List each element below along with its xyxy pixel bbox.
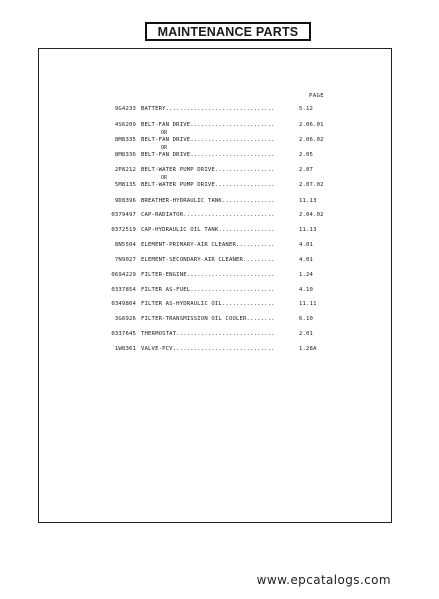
part-number: 1W8361 xyxy=(114,346,136,352)
page-column-header: PAGE xyxy=(309,93,325,99)
part-number: 2P8212 xyxy=(114,167,136,173)
part-description: BELT-FAN DRIVE........................ xyxy=(141,152,275,158)
page-reference: 2.05 xyxy=(299,152,314,158)
parts-row xyxy=(0,300,439,308)
part-description: BATTERY............................... xyxy=(141,106,275,112)
page-reference: 4.01 xyxy=(299,242,314,248)
part-description: ELEMENT-PRIMARY-AIR CLEANER........... xyxy=(141,242,275,248)
or-label: OR xyxy=(161,175,168,181)
page-reference: 2.06.02 xyxy=(299,137,324,143)
page-reference: 2.07 xyxy=(299,167,314,173)
parts-row xyxy=(0,256,439,264)
part-number: 3G6926 xyxy=(114,316,136,322)
page-reference: 4.10 xyxy=(299,287,314,293)
part-number: 0694229 xyxy=(111,272,136,278)
page-reference: 11.11 xyxy=(299,301,317,307)
part-description: BELT-FAN DRIVE........................ xyxy=(141,137,275,143)
page-reference: 5.12 xyxy=(299,106,314,112)
page-reference: 1.24 xyxy=(299,272,314,278)
parts-row xyxy=(0,345,439,353)
page-reference: 2.06.01 xyxy=(299,122,324,128)
parts-row xyxy=(0,226,439,234)
part-description: BELT-WATER PUMP DRIVE................. xyxy=(141,182,275,188)
part-description: BELT-WATER PUMP DRIVE................. xyxy=(141,167,275,173)
parts-row xyxy=(0,166,439,174)
part-number: 0379497 xyxy=(111,212,136,218)
page-reference: 4.01 xyxy=(299,257,314,263)
part-description: FILTER-TRANSMISSION OIL COOLER........ xyxy=(141,316,275,322)
page-title: MAINTENANCE PARTS xyxy=(145,22,311,41)
parts-row xyxy=(0,286,439,294)
part-number: 4S6209 xyxy=(114,122,136,128)
part-description: BELT-FAN DRIVE........................ xyxy=(141,122,275,128)
part-number: 0349804 xyxy=(111,301,136,307)
part-number: 7N9027 xyxy=(114,257,136,263)
source-watermark: www.epcatalogs.com xyxy=(256,573,391,587)
or-label: OR xyxy=(161,145,168,151)
part-number: 5M8135 xyxy=(114,182,136,188)
part-description: FILTER AS-HYDRAULIC OIL............... xyxy=(141,301,275,307)
part-description: BREATHER-HYDRAULIC TANK............... xyxy=(141,198,275,204)
parts-row xyxy=(0,330,439,338)
part-description: FILTER-ENGINE......................... xyxy=(141,272,275,278)
parts-row xyxy=(0,136,439,144)
part-number: 0337854 xyxy=(111,287,136,293)
parts-row xyxy=(0,211,439,219)
page-reference: 11.13 xyxy=(299,198,317,204)
part-description: CAP-RADIATOR.......................... xyxy=(141,212,275,218)
parts-row xyxy=(0,241,439,249)
page-reference: 6.10 xyxy=(299,316,314,322)
part-number: 9D8396 xyxy=(114,198,136,204)
part-description: THERMOSTAT............................ xyxy=(141,331,275,337)
part-number: 8M8335 xyxy=(114,137,136,143)
parts-row xyxy=(0,197,439,205)
part-description: FILTER AS-FUEL........................ xyxy=(141,287,275,293)
parts-row xyxy=(0,121,439,129)
part-number: 8M8336 xyxy=(114,152,136,158)
part-description: VALVE-PCV............................. xyxy=(141,346,275,352)
parts-row xyxy=(0,315,439,323)
or-label: OR xyxy=(161,130,168,136)
parts-row xyxy=(0,151,439,159)
part-number: 8N5504 xyxy=(114,242,136,248)
part-description: CAP-HYDRAULIC OIL TANK................ xyxy=(141,227,275,233)
parts-row xyxy=(0,105,439,113)
part-number: 0372519 xyxy=(111,227,136,233)
page-reference: 2.07.02 xyxy=(299,182,324,188)
part-description: ELEMENT-SECONDARY-AIR CLEANER......... xyxy=(141,257,275,263)
page-reference: 1.28A xyxy=(299,346,317,352)
parts-row xyxy=(0,271,439,279)
part-number: 9G4233 xyxy=(114,106,136,112)
parts-row xyxy=(0,181,439,189)
page-reference: 11.13 xyxy=(299,227,317,233)
part-number: 0337645 xyxy=(111,331,136,337)
page-reference: 2.04.02 xyxy=(299,212,324,218)
page-reference: 2.01 xyxy=(299,331,314,337)
